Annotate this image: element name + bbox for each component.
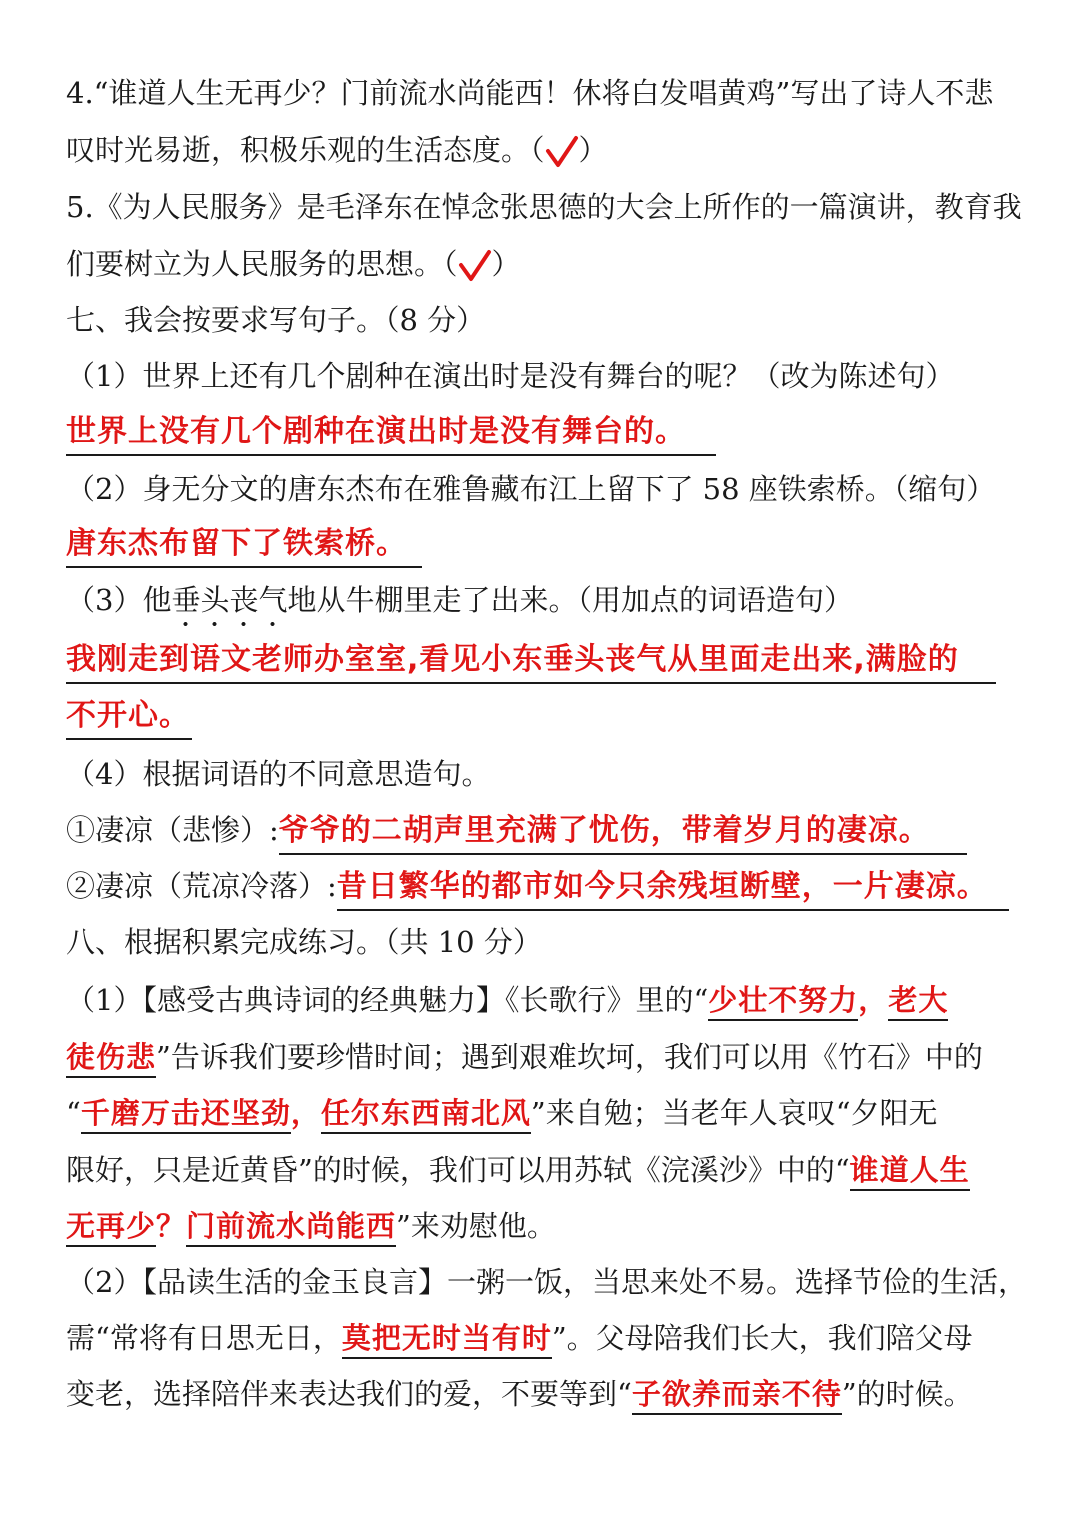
s8-text: ”的时候。 [841, 1377, 973, 1411]
s7-q4b-label: ②凄凉（荒凉冷落）: [66, 869, 337, 903]
s8-answer: 无再少 [66, 1209, 156, 1247]
s7-q3-post: 地从牛棚里走了出来。（用加点的词语造句） [287, 583, 853, 617]
s7-q4a-answer: 爷爷的二胡声里充满了忧伤，带着岁月的凄凉。 [279, 811, 967, 855]
check-mark-icon [458, 249, 492, 283]
s8-p1-line3 [66, 1093, 938, 1133]
s7-a3-answer-2: 不开心。 [66, 696, 192, 740]
s7-a3-line1 [66, 640, 996, 684]
s7-q3-pre: （3）他 [66, 583, 172, 617]
s8-answer: 子欲养而亲不待 [632, 1377, 842, 1415]
s8-p1-line1 [66, 980, 948, 1020]
s8-text: 限好，只是近黄昏”的时候，我们可以用苏轼《浣溪沙》中的“ [66, 1153, 850, 1187]
s8-p1-line4 [66, 1150, 970, 1190]
q4-line1: 4.“谁道人生无再少？门前流水尚能西！休将白发唱黄鸡”写出了诗人不悲 [66, 76, 994, 110]
dotted-word: 垂头丧气 [171, 580, 287, 620]
s8-p2-line1: （2）【品读生活的金玉良言】一粥一饭，当思来处不易。选择节俭的生活， [66, 1265, 1027, 1299]
s8-answer-punct: ， [858, 983, 889, 1017]
section7-heading: 七、我会按要求写句子。（8 分） [66, 303, 486, 337]
s8-text: ”。父母陪我们长大，我们陪父母 [551, 1321, 973, 1355]
s7-a2-line [66, 524, 422, 568]
s7-q1: （1）世界上还有几个剧种在演出时是没有舞台的呢？（改为陈述句） [66, 359, 955, 393]
q5-line2 [66, 244, 521, 284]
s8-answer: 千磨万击还坚劲 [81, 1096, 291, 1134]
s7-q2: （2）身无分文的唐东杰布在雅鲁藏布江上留下了 58 座铁索桥。（缩句） [66, 472, 996, 506]
s8-p1-line2 [66, 1037, 983, 1077]
q5-line1: 5.《为人民服务》是毛泽东在悼念张思德的大会上所作的一篇演讲，教育我 [66, 190, 1022, 224]
s7-a3-answer-1: 我刚走到语文老师办室室,看见小东垂头丧气从里面走出来,满脸的 [66, 640, 996, 684]
q4-text: 叹时光易逝，积极乐观的生活态度。（ [66, 133, 545, 167]
s7-q4b [66, 866, 1009, 911]
q5-text: 们要树立为人民服务的思想。（ [66, 247, 458, 281]
s7-a1-answer: 世界上没有几个剧种在演出时是没有舞台的。 [66, 412, 716, 456]
s8-answer: 谁道人生 [850, 1153, 970, 1191]
s7-q4a [66, 810, 967, 855]
s7-q4: （4）根据词语的不同意思造句。 [66, 757, 491, 791]
s8-answer: 少壮不努力 [708, 983, 858, 1021]
s8-answer: 莫把无时当有时 [342, 1321, 552, 1359]
s8-text: ”来自勉；当老年人哀叹“夕阳无 [530, 1096, 938, 1130]
s8-answer-punct: ？ [156, 1209, 187, 1243]
s8-answer: 门前流水尚能西 [186, 1209, 396, 1247]
s7-a3-line2 [66, 696, 192, 740]
s7-q4b-answer: 昔日繁华的都市如今只余残垣断壁，一片凄凉。 [337, 867, 1009, 911]
s8-text: “ [66, 1096, 81, 1130]
q5-paren: ） [491, 247, 521, 281]
section8-heading: 八、根据积累完成练习。（共 10 分） [66, 925, 542, 959]
q4-paren: ） [578, 133, 608, 167]
s7-a2-answer: 唐东杰布留下了铁索桥。 [66, 524, 422, 568]
s8-p2-line3 [66, 1374, 973, 1414]
s7-q4a-label: ①凄凉（悲惨）: [66, 813, 279, 847]
s8-text: ”来劝慰他。 [396, 1209, 556, 1243]
s8-answer: 任尔东西南北风 [321, 1096, 531, 1134]
s8-text: 需“常将有日思无日， [66, 1321, 342, 1355]
s8-answer: 老大 [888, 983, 948, 1021]
s7-q3 [66, 580, 853, 620]
q4-line2 [66, 130, 608, 170]
s8-answer-punct: ， [290, 1096, 321, 1130]
s8-answer: 徒伤悲 [66, 1040, 156, 1078]
s8-text: （1）【感受古典诗词的经典魅力】《长歌行》里的“ [66, 983, 709, 1017]
check-mark-icon [545, 135, 579, 169]
s8-text: ”告诉我们要珍惜时间；遇到艰难坎坷，我们可以用《竹石》中的 [156, 1040, 983, 1074]
s8-p1-line5 [66, 1206, 556, 1246]
s8-text: 变老，选择陪伴来表达我们的爱，不要等到“ [66, 1377, 632, 1411]
s8-p2-line2 [66, 1318, 973, 1358]
s7-a1-line [66, 412, 716, 456]
